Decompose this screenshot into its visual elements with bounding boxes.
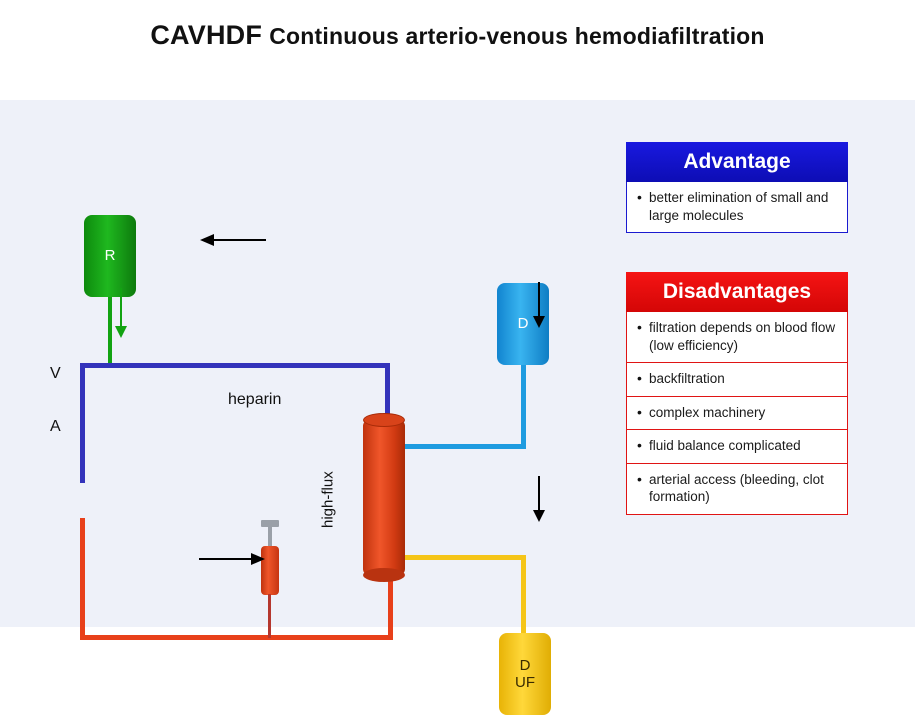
title-full-text: Continuous arterio-venous hemodiafiltration bbox=[269, 23, 765, 49]
title-bar bbox=[0, 0, 915, 100]
venous-return-line-vertical bbox=[80, 363, 85, 483]
hemofilter-top-cap bbox=[363, 413, 405, 427]
heparin-label: heparin bbox=[228, 391, 282, 408]
hemofilter bbox=[363, 420, 405, 575]
bullet-icon: • bbox=[637, 403, 642, 420]
list-item bbox=[627, 396, 847, 430]
disadvantage-item-text: arterial access (bleeding, clot formation) bbox=[649, 471, 824, 505]
advantage-panel-body bbox=[626, 182, 848, 233]
arterial-access-label: A bbox=[50, 418, 61, 435]
disadvantage-item-text: backfiltration bbox=[649, 371, 725, 387]
arterial-inlet-line-vertical bbox=[80, 518, 85, 640]
bullet-icon: • bbox=[637, 470, 642, 487]
disadvantages-panel-body bbox=[626, 312, 848, 515]
disadvantage-item-text: complex machinery bbox=[649, 404, 766, 420]
diagram-canvas bbox=[0, 100, 915, 691]
list-item bbox=[627, 312, 847, 362]
effluent-line-vertical bbox=[521, 555, 526, 633]
advantage-panel-heading: Advantage bbox=[626, 142, 848, 182]
effluent-line-horizontal bbox=[400, 555, 526, 560]
arterial-inlet-line-horizontal bbox=[80, 635, 393, 640]
effluent-flow-arrow-icon bbox=[530, 476, 548, 524]
hemofilter-bottom-cap bbox=[363, 568, 405, 582]
disadvantage-item-text: filtration depends on blood flow (low efficiency) bbox=[649, 320, 836, 353]
list-item bbox=[627, 463, 847, 514]
page-title bbox=[0, 20, 915, 51]
list-item bbox=[627, 362, 847, 396]
disadvantages-panel-heading: Disadvantages bbox=[626, 272, 848, 312]
replacement-flow-arrow-icon bbox=[112, 288, 130, 340]
list-item bbox=[627, 429, 847, 463]
list-item bbox=[627, 182, 847, 232]
bullet-icon: • bbox=[637, 370, 642, 387]
venous-flow-arrow-icon bbox=[198, 232, 266, 248]
venous-return-line-horizontal bbox=[80, 363, 390, 368]
advantage-item-text: better elimination of small and large molecules bbox=[649, 190, 829, 223]
title-abbreviation: CAVHDF bbox=[150, 20, 263, 50]
dialysate-bag-label: D bbox=[517, 315, 529, 333]
bullet-icon: • bbox=[637, 319, 642, 335]
effluent-bag-label-top: D bbox=[519, 656, 531, 674]
syringe-rod bbox=[268, 526, 272, 548]
bullet-icon: • bbox=[637, 437, 642, 454]
venous-access-label: V bbox=[50, 365, 61, 382]
hemofilter-label: high-flux bbox=[319, 471, 337, 529]
dialysate-inflow-line-vertical bbox=[521, 360, 526, 448]
effluent-bag-label-bottom: UF bbox=[515, 674, 535, 691]
disadvantages-panel bbox=[626, 272, 848, 515]
dialysate-flow-arrow-icon bbox=[530, 282, 548, 330]
dialysate-inflow-line-horizontal bbox=[400, 444, 526, 449]
replacement-bag-label: R bbox=[104, 247, 116, 265]
disadvantage-item-text: fluid balance complicated bbox=[649, 438, 801, 454]
effluent-bag bbox=[499, 633, 551, 715]
advantage-panel bbox=[626, 142, 848, 233]
replacement-fluid-bag bbox=[84, 215, 136, 297]
syringe-needle bbox=[268, 594, 271, 638]
arterial-flow-arrow-icon bbox=[199, 551, 267, 567]
bullet-icon: • bbox=[637, 189, 642, 205]
